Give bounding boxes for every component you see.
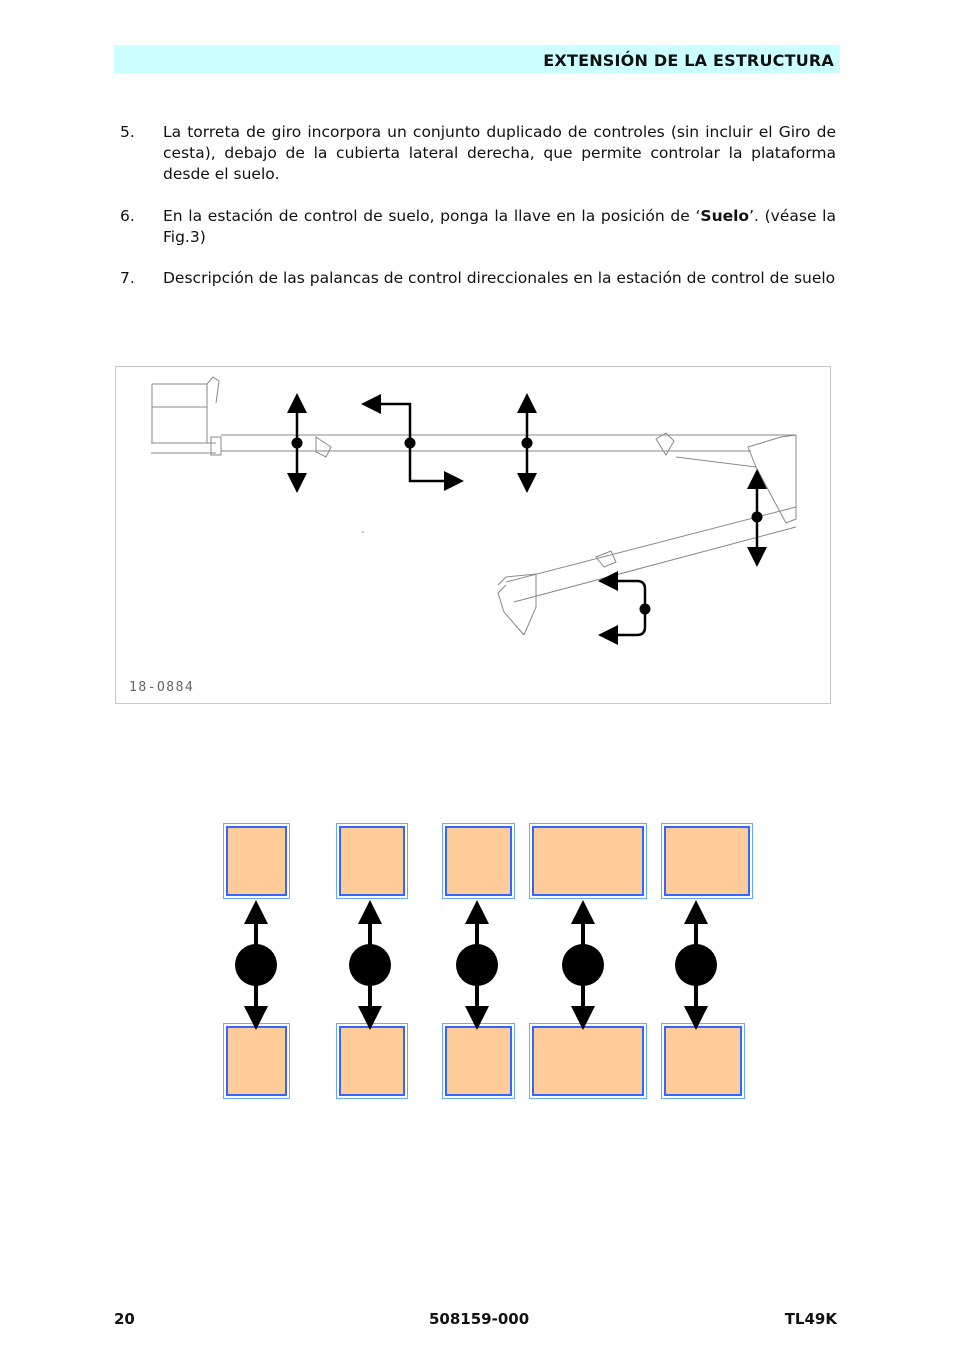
svg-text:-: - xyxy=(361,527,365,538)
item-text: Descripción de las palancas de control direccionales en la estación de control de suelo xyxy=(163,269,836,287)
section-title: EXTENSIÓN DE LA ESTRUCTURA xyxy=(543,51,834,70)
document-number: 508159-000 xyxy=(429,1310,530,1328)
page-number: 20 xyxy=(114,1310,135,1328)
key-position-label: Suelo xyxy=(700,207,750,225)
item-number: 6. xyxy=(120,207,135,225)
figure-code: 18-O884 xyxy=(129,680,195,695)
item-text: En la estación de control de suelo, ponga la llave en la posición de ‘Suelo’. (véase la Fig.3) xyxy=(163,207,836,246)
item-number: 5. xyxy=(120,123,135,141)
lever-knobs xyxy=(235,944,717,986)
item-text: La torreta de giro incorpora un conjunto duplicado de controles (sin incluir el Giro de cesta), debajo de la cubierta lateral derecha, que permite controlar la plataforma desde el suelo. xyxy=(163,123,836,183)
item-number: 7. xyxy=(120,269,135,287)
model-name: TL49K xyxy=(784,1310,837,1328)
